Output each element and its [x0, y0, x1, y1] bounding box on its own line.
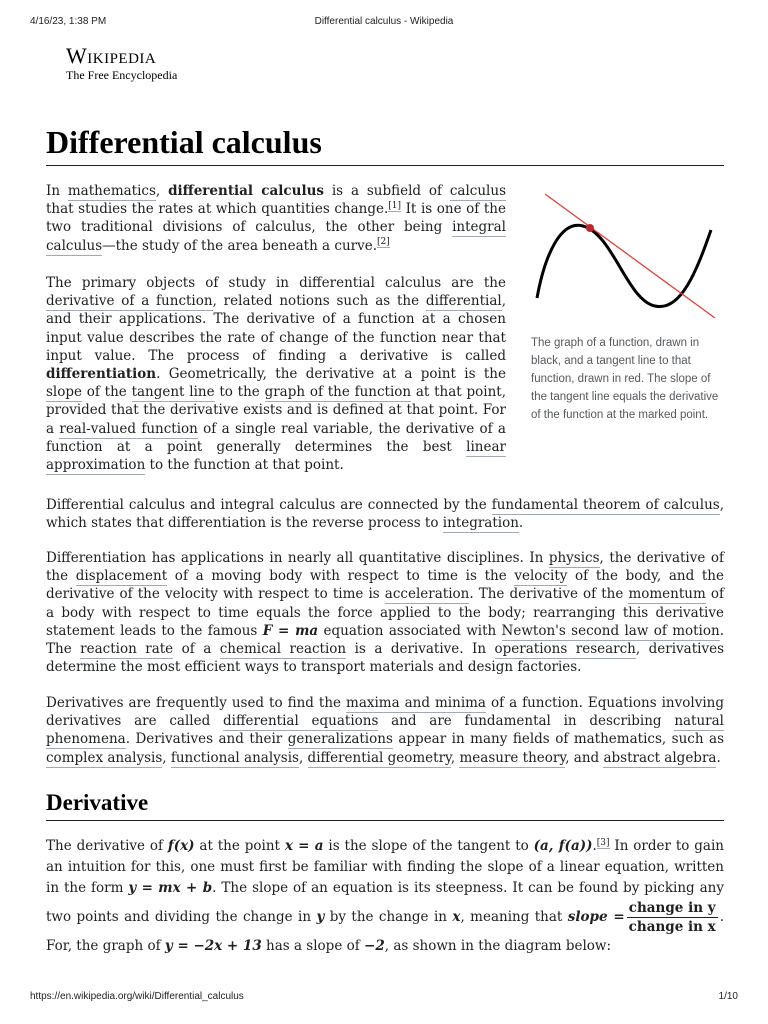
print-url: https://en.wikipedia.org/wiki/Differential_calculus: [30, 991, 244, 1002]
print-header: [30, 16, 738, 30]
text: , related notions such as the: [212, 293, 426, 310]
text: In: [46, 183, 68, 199]
link-graph-of-function[interactable]: graph of the function: [264, 384, 412, 401]
print-title: Differential calculus - Wikipedia: [314, 16, 454, 27]
math-linear-form: y = mx + b: [128, 880, 213, 896]
text: is a derivative. In: [346, 641, 495, 658]
figure-caption: The graph of a function, drawn in black, and a tangent line to that function, drawn in red. The slope of the tangent line equals the derivative of the function at the marked point.: [531, 337, 719, 421]
text: is the slope of the tangent to: [323, 838, 534, 854]
link-calculus[interactable]: calculus: [449, 183, 506, 199]
text: of a: [173, 641, 220, 658]
overview-paragraph: [46, 274, 506, 474]
wikipedia-logo[interactable]: [66, 44, 177, 82]
fraction-numerator: change in y: [627, 899, 718, 918]
link-abstract-algebra[interactable]: abstract algebra: [603, 749, 717, 766]
link-displacement[interactable]: displacement: [75, 568, 168, 585]
uses-paragraph: [46, 694, 724, 767]
link-generalizations[interactable]: generalizations: [287, 731, 393, 748]
text: . Geometrically, the derivative at a point is the: [156, 366, 506, 383]
text: Differentiation has applications in nearly all quantitative disciplines. In: [46, 550, 549, 566]
text: at the point: [194, 838, 285, 854]
text: . The derivative of the: [469, 586, 629, 603]
fraction-denominator: change in x: [628, 919, 716, 935]
link-newtons-second-law[interactable]: Newton's second law of motion: [501, 622, 720, 639]
text: of a function. Equations involving derivatives are called: [46, 695, 724, 730]
math-f-equals-ma: F = ma: [262, 622, 319, 639]
page-title: Differential calculus: [46, 124, 322, 160]
text: by the change in: [324, 909, 453, 925]
text: .: [518, 515, 524, 532]
derivative-paragraph: [46, 836, 724, 957]
logo-wordmark: Wikipedia: [66, 43, 157, 68]
math-slope-equals: slope =: [567, 909, 625, 925]
math-example-line: y = −2x + 13: [164, 938, 262, 954]
link-slope[interactable]: slope: [46, 384, 83, 401]
print-page-number: 1/10: [718, 991, 738, 1002]
text: to the: [214, 384, 265, 401]
text: appear in many fields of mathematics, such as: [392, 731, 724, 748]
text: at that point, provided that the derivative exists and is defined at that point. For a: [46, 384, 506, 437]
link-maxima-minima[interactable]: maxima and minima: [346, 695, 486, 711]
text: Derivatives are frequently used to find the: [46, 695, 347, 711]
text: .: [592, 838, 597, 854]
text: to the function at that point.: [145, 457, 344, 474]
bold-term: differential calculus: [168, 183, 324, 199]
text: and are fundamental in describing: [378, 713, 675, 730]
function-curve: [537, 225, 711, 306]
text: —the study of the area beneath a curve.: [102, 237, 378, 254]
text: of the body, and the derivative of the velocity with respect to time is: [46, 568, 724, 603]
math-x-equals-a: x = a: [284, 838, 324, 854]
tangent-point: [586, 224, 594, 232]
link-momentum[interactable]: momentum: [628, 586, 706, 603]
text: that studies the rates at which quantities change.: [46, 201, 389, 218]
print-footer: [30, 991, 738, 1005]
applications-paragraph: [46, 549, 724, 676]
link-integral-calculus[interactable]: integral calculus: [46, 219, 506, 254]
math-f-of-x: f(x): [167, 838, 195, 854]
text: of a single real variable, the derivative of a function at a point generally determines the best: [46, 420, 506, 455]
link-derivative[interactable]: derivative of a function: [46, 293, 213, 310]
link-reaction-rate[interactable]: reaction rate: [80, 641, 174, 658]
text: The derivative of: [46, 838, 168, 854]
text: , the derivative of the: [46, 550, 724, 585]
link-acceleration[interactable]: acceleration: [384, 586, 470, 603]
link-integration[interactable]: integration: [442, 515, 519, 532]
text: It is one of the two traditional divisions of calculus, the other being: [46, 201, 506, 236]
logo-tagline: The Free Encyclopedia: [66, 68, 178, 82]
text: The primary objects of study in differential calculus are the: [46, 275, 506, 291]
intro-paragraph: [46, 182, 506, 255]
reference-2[interactable]: [2]: [377, 237, 390, 248]
text: ,: [298, 749, 308, 766]
text: . For, the graph of: [46, 909, 724, 954]
link-measure-theory[interactable]: measure theory: [459, 749, 566, 766]
bold-differentiation: differentiation: [46, 366, 157, 383]
text: equation associated with: [318, 622, 502, 639]
reference-1[interactable]: [1]: [388, 200, 402, 211]
link-chemical-reaction[interactable]: chemical reaction: [219, 641, 347, 658]
link-differential[interactable]: differential: [425, 293, 502, 310]
text: In order to gain an intuition for this, one must first be familiar with finding the slope of a linear equation, written in the form: [46, 838, 724, 896]
link-real-valued-function[interactable]: real-valued function: [59, 420, 198, 437]
link-natural-phenomena[interactable]: natural phenomena: [46, 713, 724, 748]
function-graph-image: [531, 190, 721, 330]
link-physics[interactable]: physics: [548, 550, 600, 566]
text: , which states that differentiation is the reverse process to: [46, 497, 724, 532]
text: , and their applications. The derivative of a function at a chosen input value describes the rate of change of the function near that input value. The process of finding a derivative is called: [46, 293, 507, 364]
text: is a subfield of: [324, 183, 450, 199]
text: .: [716, 749, 721, 766]
link-mathematics[interactable]: mathematics: [67, 183, 156, 199]
link-complex-analysis[interactable]: complex analysis: [46, 749, 163, 766]
text: ,: [162, 749, 171, 766]
text: Differential calculus and integral calculus are connected by the: [46, 497, 492, 513]
section-divider: [46, 820, 724, 821]
text: of the: [82, 384, 132, 401]
slope-fraction: [627, 899, 718, 936]
text: has a slope of: [261, 938, 365, 954]
link-functional-analysis[interactable]: functional analysis: [170, 749, 299, 766]
math-point-a-fa: (a, f(a)): [533, 838, 593, 854]
math-y: y: [316, 909, 325, 925]
text: of a moving body with respect to time is the: [167, 568, 515, 585]
text: , derivatives determine the most efficient ways to transport materials and design factories.: [46, 641, 724, 676]
link-operations-research[interactable]: operations research: [494, 641, 636, 658]
title-divider: [46, 165, 724, 166]
link-tangent-line[interactable]: tangent line: [131, 384, 215, 401]
math-x: x: [452, 909, 461, 925]
link-differential-equations[interactable]: differential equations: [222, 713, 379, 730]
link-velocity[interactable]: velocity: [514, 568, 568, 585]
text: of a body with respect to time equals the force applied to the body; rearranging this derivative statement leads to the famous: [46, 586, 725, 639]
tangent-line: [545, 194, 715, 318]
text: ,: [450, 749, 460, 766]
link-differential-geometry[interactable]: differential geometry: [307, 749, 451, 766]
print-date: 4/16/23, 1:38 PM: [30, 16, 107, 27]
text: . Derivatives and their: [125, 731, 288, 748]
link-linear-approximation[interactable]: linear approximation: [46, 438, 506, 474]
link-fundamental-theorem[interactable]: fundamental theorem of calculus: [491, 497, 720, 513]
section-heading-derivative: Derivative: [46, 790, 149, 815]
reference-3[interactable]: [3]: [596, 837, 610, 848]
text: ,: [155, 183, 169, 199]
text: . The slope of an equation is its steepness. It can be found by picking any two points and dividing the change in: [46, 880, 724, 925]
ftc-paragraph: [46, 496, 724, 532]
text: , as shown in the diagram below:: [384, 938, 612, 954]
math-slope-value: −2: [364, 938, 385, 954]
text: , and: [565, 749, 604, 766]
tangent-figure: [531, 190, 721, 424]
text: . The: [46, 622, 724, 658]
text: , meaning that: [460, 909, 568, 925]
